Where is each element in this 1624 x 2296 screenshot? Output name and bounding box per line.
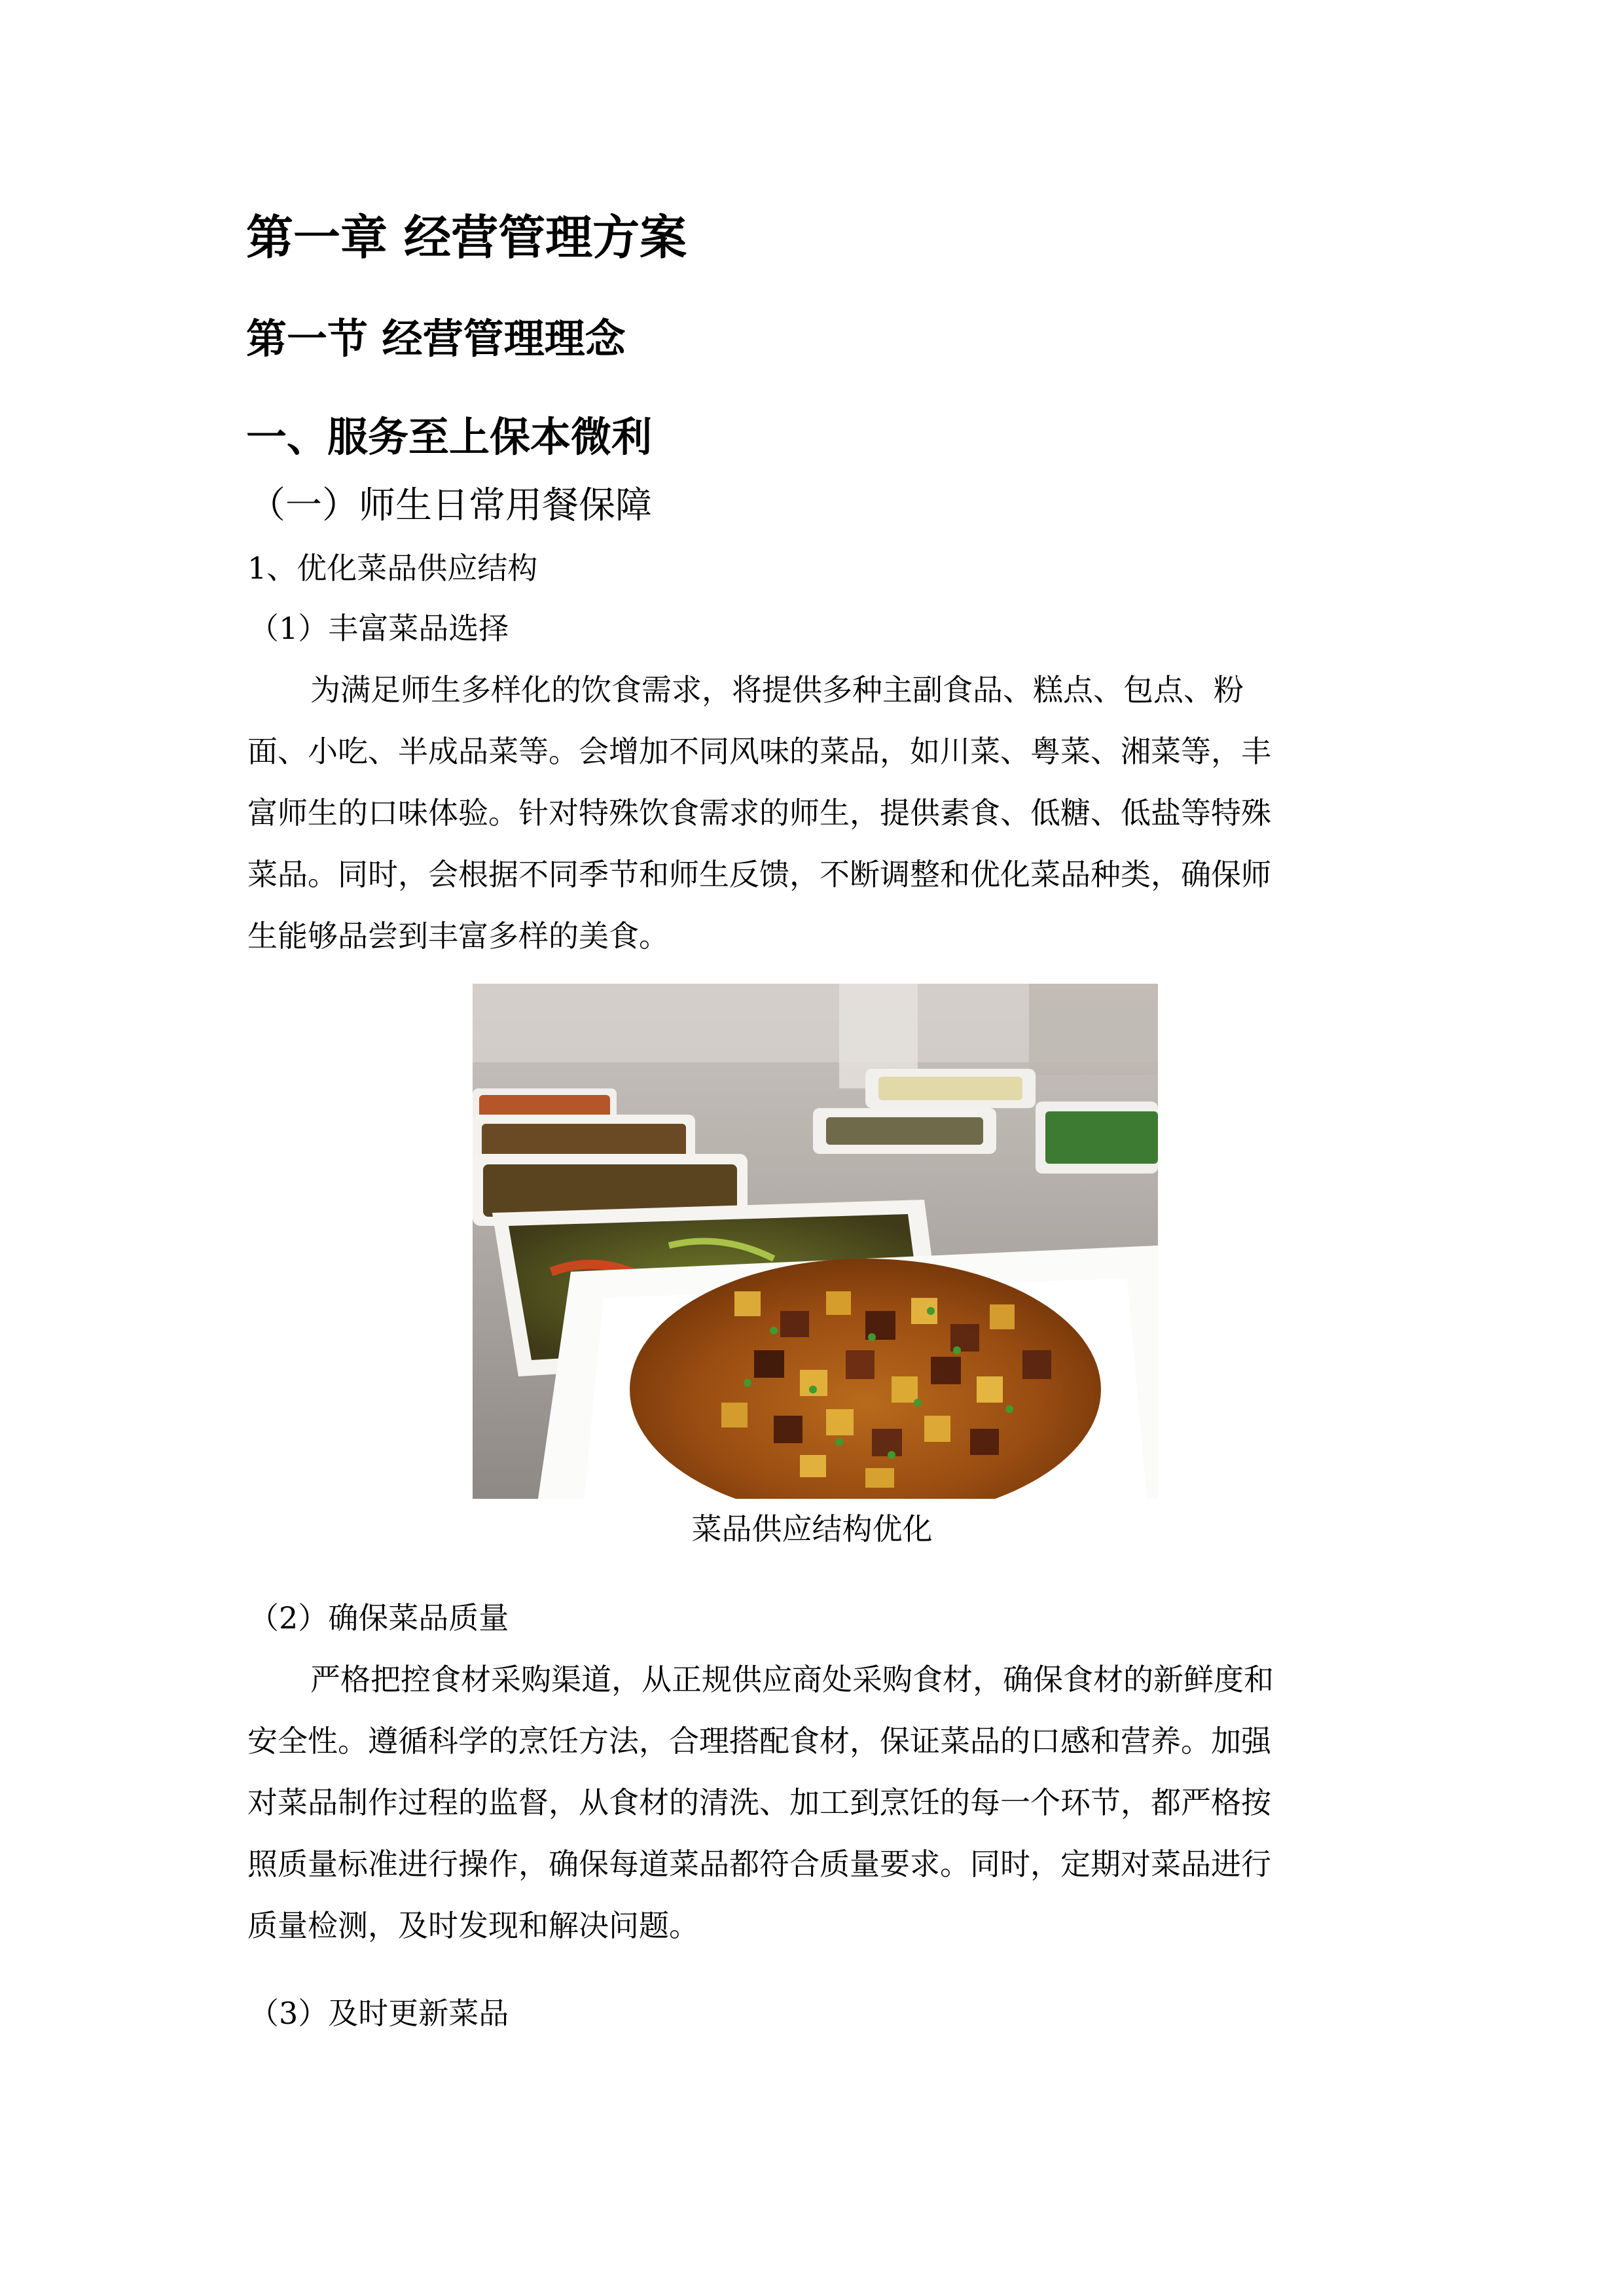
figure-caption: 菜品供应结构优化 — [691, 1511, 933, 1547]
paragraph-line: 富师生的口味体验。针对特殊饮食需求的师生，提供素食、低糖、低盐等特殊 — [247, 795, 1271, 831]
food-photo — [473, 984, 1158, 1499]
paragraph-line: 对菜品制作过程的监督，从食材的清洗、加工到烹饪的每一个环节，都严格按 — [247, 1785, 1271, 1820]
heading-service: 一、服务至上保本微利 — [246, 413, 653, 461]
heading-optimize-supply: 1、优化菜品供应结构 — [247, 550, 538, 586]
paragraph-line: 照质量标准进行操作，确保每道菜品都符合质量要求。同时，定期对菜品进行 — [247, 1846, 1271, 1882]
section-title: 第一节 经营管理理念 — [246, 315, 626, 363]
paragraph-line: 面、小吃、半成品菜等。会增加不同风味的菜品，如川菜、粤菜、湘菜等，丰 — [247, 734, 1271, 769]
heading-daily-meals: （一）师生日常用餐保障 — [249, 484, 652, 527]
paragraph-line: 为满足师生多样化的饮食需求，将提供多种主副食品、糕点、包点、粉 — [310, 672, 1244, 708]
paragraph-line: 严格把控食材采购渠道，从正规供应商处采购食材，确保食材的新鲜度和 — [310, 1662, 1274, 1697]
subheading-quality: （2）确保菜品质量 — [249, 1600, 509, 1636]
subheading-rich-choices: （1）丰富菜品选择 — [249, 611, 509, 646]
paragraph-line: 生能够品尝到丰富多样的美食。 — [247, 918, 669, 954]
paragraph-line: 菜品。同时，会根据不同季节和师生反馈，不断调整和优化菜品种类，确保师 — [247, 857, 1271, 892]
subheading-update: （3）及时更新菜品 — [249, 1996, 509, 2031]
paragraph-line: 安全性。遵循科学的烹饪方法，合理搭配食材，保证菜品的口感和营养。加强 — [247, 1723, 1271, 1759]
chapter-title: 第一章 经营管理方案 — [246, 210, 687, 265]
paragraph-line: 质量检测，及时发现和解决问题。 — [247, 1908, 699, 1943]
